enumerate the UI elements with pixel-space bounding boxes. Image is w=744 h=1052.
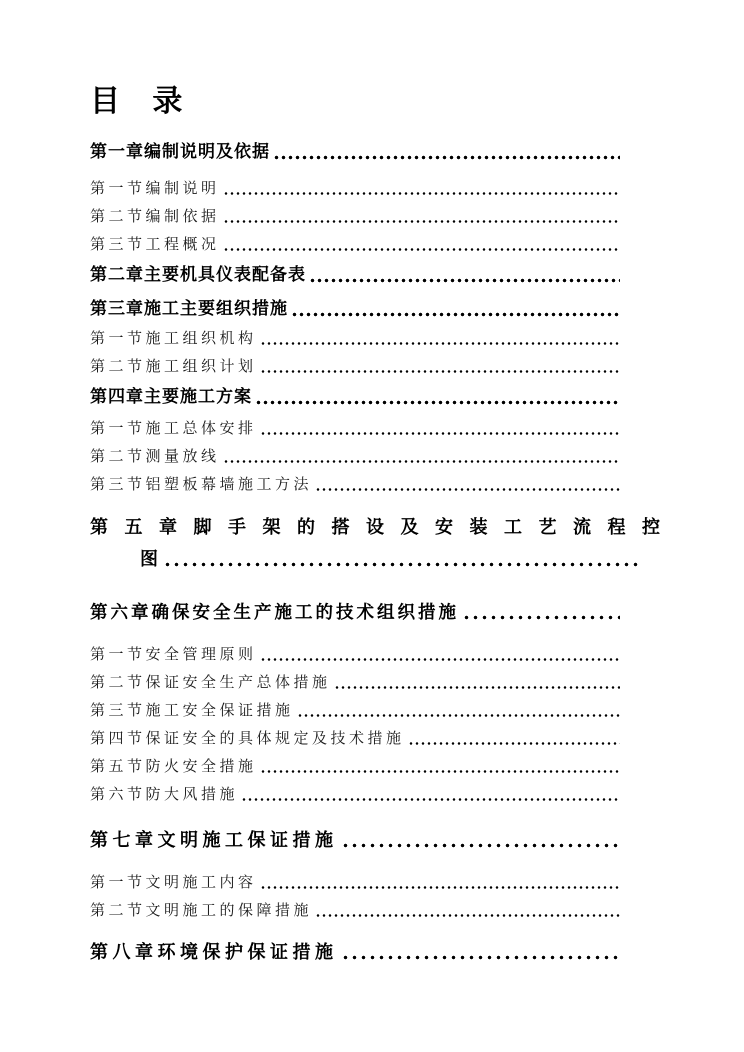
toc-entry-section — [90, 443, 620, 471]
dot-leader — [309, 276, 620, 285]
dot-leader — [260, 367, 620, 376]
table-of-contents — [90, 136, 677, 968]
toc-entry-section — [90, 725, 620, 753]
toc-entry-label: 第三节铝塑板幕墙施工方法 — [90, 477, 313, 493]
dot-leader — [241, 795, 620, 804]
dot-leader — [223, 457, 620, 466]
toc-entry-chapter-1 — [90, 136, 620, 168]
toc-entry-label: 图 — [140, 549, 160, 569]
dot-leader — [260, 655, 620, 664]
toc-entry-label: 第二节施工组织计划 — [90, 359, 257, 375]
toc-entry-label: 第一章编制说明及依据 — [90, 142, 270, 161]
dot-leader — [223, 217, 620, 226]
toc-entry-label: 第二节编制依据 — [90, 209, 220, 225]
toc-entry-label: 第二节保证安全生产总体措施 — [90, 675, 331, 691]
toc-entry-section — [90, 325, 620, 353]
toc-entry-section — [90, 897, 620, 925]
toc-entry-label: 第二节文明施工的保障措施 — [90, 903, 313, 919]
dot-leader — [334, 683, 620, 692]
toc-entry-section — [90, 641, 620, 669]
toc-entry-chapter-7 — [90, 824, 620, 856]
toc-entry-label: 第二节测量放线 — [90, 449, 220, 465]
dot-leader — [297, 711, 620, 720]
toc-entry-section — [90, 697, 620, 725]
toc-entry-label: 第八章环境保护保证措施 — [90, 942, 338, 962]
dot-leader — [408, 739, 620, 748]
dot-leader — [163, 560, 638, 569]
toc-entry-chapter-5-line1 — [90, 511, 688, 543]
dot-leader — [462, 613, 620, 622]
dot-leader — [223, 189, 620, 198]
page-title: 目 录 — [90, 85, 195, 118]
dot-leader — [260, 429, 620, 438]
dot-leader — [260, 883, 620, 892]
toc-entry-section — [90, 353, 620, 381]
toc-entry-section — [90, 175, 620, 203]
toc-entry-chapter-5-line2 — [90, 543, 638, 575]
toc-entry-section — [90, 203, 620, 231]
toc-entry-label: 第一节施工总体安排 — [90, 421, 257, 437]
toc-entry-chapter-4 — [90, 381, 620, 413]
toc-entry-section — [90, 753, 620, 781]
toc-entry-label: 第一节安全管理原则 — [90, 647, 257, 663]
toc-entry-label: 第五章脚手架的搭设及安装工艺流程控 — [90, 517, 677, 537]
dot-leader — [260, 339, 620, 348]
toc-entry-label: 第六章确保安全生产施工的技术组织措施 — [90, 602, 459, 622]
toc-entry-label: 第二章主要机具仪表配备表 — [90, 265, 306, 284]
toc-entry-label: 第五节防火安全措施 — [90, 759, 257, 775]
toc-entry-label: 第一节编制说明 — [90, 181, 220, 197]
toc-entry-section — [90, 231, 620, 259]
dot-leader — [315, 485, 620, 494]
toc-entry-chapter-3 — [90, 293, 620, 325]
toc-entry-section — [90, 869, 620, 897]
dot-leader — [341, 953, 621, 962]
toc-entry-chapter-6 — [90, 596, 620, 628]
toc-entry-label: 第六节防大风措施 — [90, 787, 239, 803]
dot-leader — [260, 767, 620, 776]
toc-entry-label: 第三节工程概况 — [90, 237, 220, 253]
toc-entry-section — [90, 471, 620, 499]
dot-leader — [341, 841, 621, 850]
toc-entry-label: 第一节施工组织机构 — [90, 331, 257, 347]
dot-leader — [223, 245, 620, 254]
dot-leader — [273, 153, 620, 162]
toc-entry-label: 第七章文明施工保证措施 — [90, 830, 338, 850]
toc-entry-label: 第三章施工主要组织措施 — [90, 299, 288, 318]
toc-entry-label: 第四节保证安全的具体规定及技术措施 — [90, 731, 405, 747]
toc-entry-label: 第一节文明施工内容 — [90, 875, 257, 891]
dot-leader — [315, 911, 620, 920]
dot-leader — [291, 310, 620, 319]
toc-entry-section — [90, 781, 620, 809]
toc-entry-label: 第四章主要施工方案 — [90, 387, 252, 406]
dot-leader — [255, 398, 620, 407]
toc-entry-label: 第三节施工安全保证措施 — [90, 703, 294, 719]
toc-entry-chapter-2 — [90, 259, 620, 291]
toc-entry-section — [90, 669, 620, 697]
toc-entry-chapter-8 — [90, 936, 620, 968]
toc-entry-section — [90, 415, 620, 443]
